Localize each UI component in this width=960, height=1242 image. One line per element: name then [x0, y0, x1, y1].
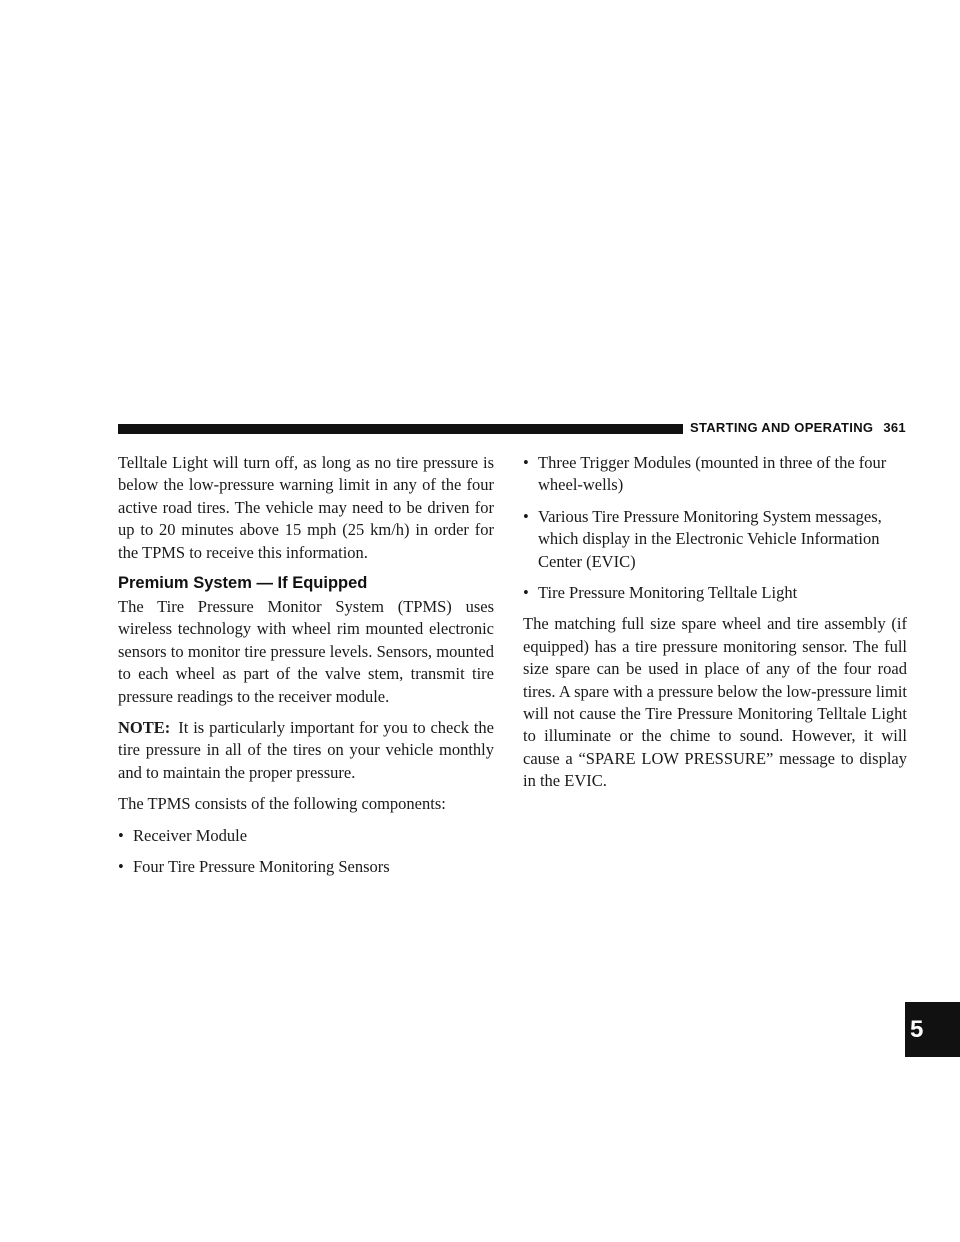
note-label: NOTE: [118, 718, 171, 738]
note-paragraph [118, 717, 494, 784]
list-item [523, 582, 907, 604]
list-item-text: Tire Pressure Monitoring Telltale Light [538, 583, 798, 603]
list-item-text: Four Tire Pressure Monitoring Sensors [133, 857, 390, 877]
list-item [523, 506, 907, 573]
bullet-icon: • [118, 825, 124, 845]
list-item [523, 452, 907, 497]
section-tab: 5 [905, 1002, 960, 1057]
section-heading: Premium System — If Equipped [118, 574, 368, 593]
left-column [118, 452, 494, 888]
components-intro: The TPMS consists of the following components: [118, 794, 446, 814]
list-item [118, 856, 494, 878]
list-item-text: Various Tire Pressure Monitoring System messages, which display in the Electronic Vehicle Information Center (EVIC) [538, 506, 882, 571]
right-column [523, 452, 907, 802]
intro-paragraph: Telltale Light will turn off, as long as no tire pressure is below the low-pressure warning limit in any of the four active road tires. The vehicle may need to be driven for up to 20 minutes above 15 mph (25 km/h) in order for the TPMS to receive this information. [118, 453, 494, 562]
spare-tire-paragraph: The matching full size spare wheel and tire assembly (if equipped) has a tire pressure monitoring sensor. The full size spare can be used in place of any of the four road tires. A spare with a pressure below the low-pressure limit will not cause the Tire Pressure Monitoring Telltale Light to illuminate or the chime to sound. However, it will cause a “SPARE LOW PRESSURE” message to display in the EVIC. [523, 614, 907, 791]
bullet-icon: • [523, 583, 529, 603]
list-item [118, 825, 494, 847]
page-number: 361 [883, 420, 906, 435]
header-rule [118, 424, 683, 434]
bullet-icon: • [523, 453, 529, 472]
section-title: STARTING AND OPERATING [690, 420, 874, 435]
running-header [690, 420, 905, 435]
list-item-text: Receiver Module [133, 825, 248, 845]
list-item-text: Three Trigger Modules (mounted in three of the four wheel-wells) [538, 453, 887, 495]
tpms-description-paragraph: The Tire Pressure Monitor System (TPMS) uses wireless technology with wheel rim mounted electronic sensors to monitor tire pressure levels. Sensors, mounted to each wheel as part of the valve stem, transmit tire pressure readings to the receiver module. [118, 597, 494, 706]
note-text: It is particularly important for you to check the tire pressure in all of the tires on your vehicle monthly and to maintain the proper pressure. [118, 718, 494, 782]
bullet-icon: • [118, 857, 124, 877]
bullet-icon: • [523, 506, 529, 526]
